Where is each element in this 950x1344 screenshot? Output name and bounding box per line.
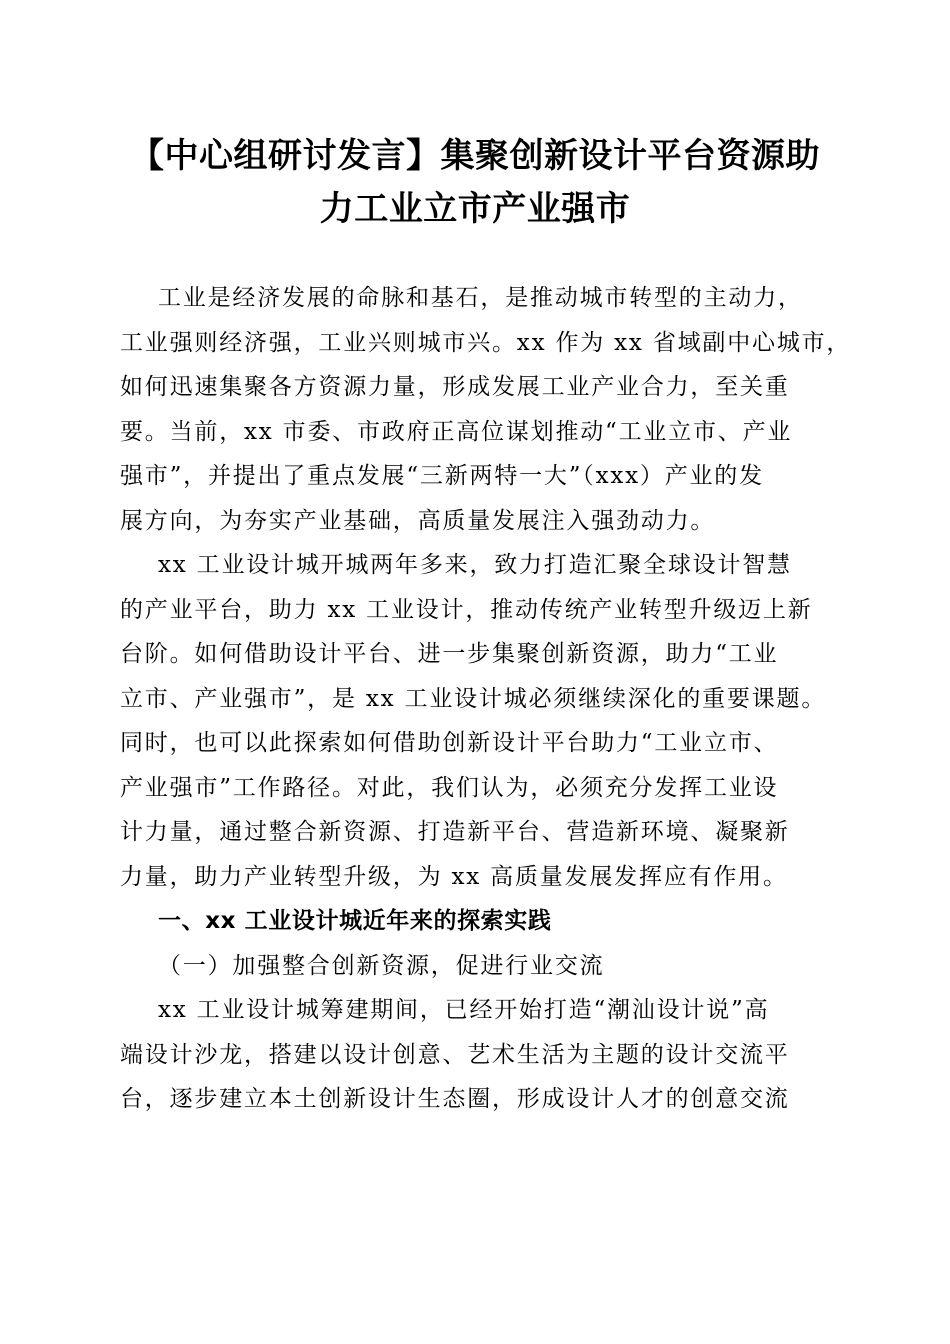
paragraph-line: 台，逐步建立本土创新设计生态圈，形成设计人才的创意交流: [120, 1086, 790, 1112]
document-body: [120, 276, 852, 1122]
paragraph-line: 台阶。如何借助设计平台、进一步集聚创新资源，助力“工业: [120, 641, 779, 667]
paragraph-line: xx 工业设计城筹建期间，已经开始打造“潮汕设计说”高: [158, 997, 770, 1023]
paragraph-line: 展方向，为夯实产业基础，高质量发展注入强劲动力。: [120, 507, 716, 534]
paragraph-1: [120, 276, 852, 543]
paragraph-line: 端设计沙龙，搭建以设计创意、艺术生活为主题的设计交流平: [120, 1041, 790, 1068]
paragraph-line: 产业强市”工作路径。对此，我们认为，必须充分发挥工业设: [120, 774, 779, 801]
paragraph-line: 强市”，并提出了重点发展“三新两特一大”（xxx）产业的发: [120, 463, 764, 489]
subsection-heading: （一）加强整合创新资源，促进行业交流: [158, 952, 605, 979]
paragraph-line: 计力量，通过整合新资源、打造新平台、营造新环境、凝聚新: [120, 819, 790, 845]
paragraph-line: 工业强则经济强，工业兴则城市兴。xx 作为 xx 省域副中心城市，: [120, 329, 852, 356]
document-title: [110, 130, 840, 236]
paragraph-line: 要。当前，xx 市委、市政府正高位谋划推动“工业立市、产业: [120, 418, 793, 445]
paragraph-line: 工业是经济发展的命脉和基石，是推动城市转型的主动力，: [158, 285, 803, 311]
paragraph-2: [120, 543, 832, 899]
paragraph-line: xx 工业设计城开城两年多来，致力打造汇聚全球设计智慧: [158, 552, 792, 578]
paragraph-line: 如何迅速集聚各方资源力量，形成发展工业产业合力，至关重: [120, 374, 790, 400]
paragraph-3: [120, 988, 832, 1122]
section-heading: 一、xx 工业设计城近年来的探索实践: [158, 908, 552, 934]
paragraph-line: 的产业平台，助力 xx 工业设计，推动传统产业转型升级迈上新: [120, 596, 813, 623]
title-line-2: 力工业立市产业强市: [319, 189, 631, 229]
paragraph-line: 力量，助力产业转型升级，为 xx 高质量发展发挥应有作用。: [120, 863, 788, 890]
paragraph-line: 同时，也可以此探索如何借助创新设计平台助力“工业立市、: [120, 730, 779, 756]
paragraph-line: 立市、产业强市”，是 xx 工业设计城必须继续深化的重要课题。: [120, 685, 827, 712]
title-line-1: 【中心组研讨发言】集聚创新设计平台资源助: [130, 136, 820, 176]
